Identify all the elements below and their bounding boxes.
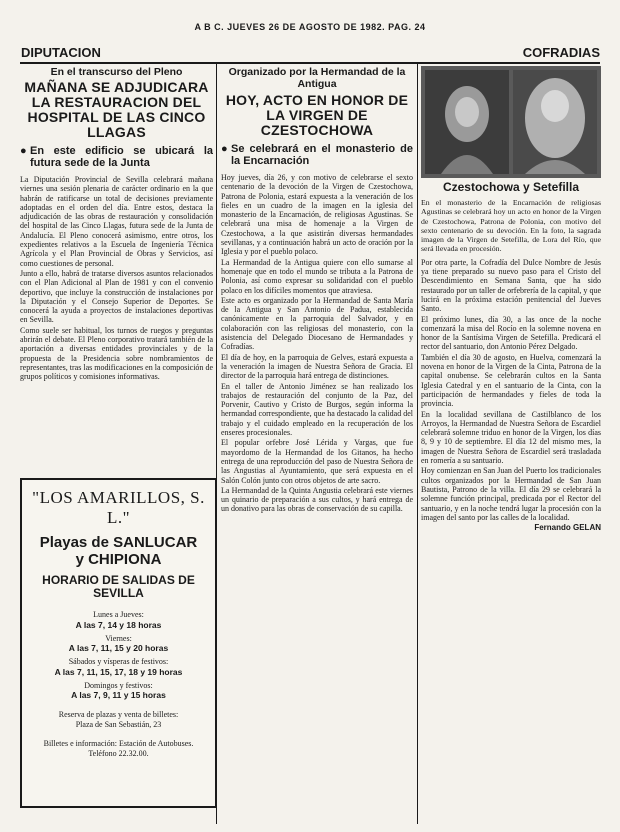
middle-paragraph: El popular orfebre José Lérida y Vargas, que fue mayordomo de la Hermandad de los Gitanos, ha hecho entrega de una reproducción del paso de Nuestra Señora de las Angustias al Ayuntamiento, que será expuesta en el Salón Colón junto con otros objetos de arte sacro.	[221, 438, 413, 485]
photo-caption: Czestochowa y Setefilla	[442, 180, 580, 194]
left-paragraph: La Diputación Provincial de Sevilla celebrará mañana viernes una sesión plenaria de carácter ordinario en la que habrán de ratificarse un total de decisiones previamente adoptadas en el orden del día. Entre estos, destaca la adjudicación de las obras de restauración y consolidación del hospital de las Cinco Llagas, futura sede de la Junta de Andalucía. El Pleno conocerá asimismo, entre otros, los expedientes relativos a la Escuela de Ingeniería Técnica Agrícola y el Plan Provincial de Obras y Servicios, así como cuestiones de personal.	[20, 175, 213, 268]
middle-paragraph: La Hermandad de la Quinta Angustia celebrará este viernes un quinario de preparación a sus cultos, y hará entrega de un donativo para las obras de conservación de su capilla.	[221, 485, 413, 514]
ad-schedule-title: HORARIO DE SALIDAS DE SEVILLA	[42, 573, 195, 600]
bus-schedule-ad	[20, 478, 217, 808]
section-label-diputacion: DIPUTACION	[21, 45, 101, 60]
bullet-icon: ●	[20, 145, 27, 157]
left-headline: MAÑANA SE ADJUDICARA LA RESTAURACION DEL HOSPITAL DE LAS CINCO LLAGAS	[24, 79, 209, 140]
right-paragraph: Hoy comienzan en San Juan del Puerto los tradicionales cultos organizados por la Hermandad de San Juan Bautista, Patrono de la villa. El día 29 se celebrará la solemne función principal, predicada por el Rector del santuario, y en la noche tendrá lugar la procesión con la imagen del santo por las calles de la localidad.	[421, 466, 601, 522]
middle-paragraph: El día de hoy, en la parroquia de Gelves, estará expuesta a la veneración la imagen de Nuestra Señora de Gracia. El director de la parroquia hará entrega de distinciones.	[221, 352, 413, 381]
top-rule	[20, 62, 600, 64]
middle-paragraph: En el taller de Antonio Jiménez se han realizado los trabajos de restauración del conjunto de la Paz, del Porvenir, Cautivo y Cristo de Burgos, según informa la hermandad correspondiente, que ha destacado la calidad del trabajo y el cuidado empleado en la recuperación de los enseres procesionales.	[221, 381, 413, 438]
ad-row: A las 7, 9, 11 y 15 horas	[71, 690, 166, 700]
right-caption-text: En el monasterio de la Encarnación de religiosas Agustinas se celebrará hoy un acto en honor de la Virgen de Czestochowa, Patrona de Polonia, con motivo del sexto centenario de su devoción. En la foto, la sagrada imagen de la Virgen de Setefilla, de Lora del Río, que será llevada en procesión.	[421, 198, 601, 254]
ad-line-1: Playas de SANLUCAR	[39, 534, 198, 551]
left-paragraph: Junto a ello, habrá de tratarse diversos asuntos relacionados con el Plan Adicional al Plan de 1981 y con el convenio deportivo, que incluye la construcción de instalaciones por la Diputación y el Consejo Superior de Deportes. Se conocerá la ayuda a proyectos de instalaciones deportivas en Sevilla.	[20, 268, 213, 325]
photo-image	[421, 66, 601, 178]
left-subheadline-text: En este edificio se ubicará la futura sede de la Junta	[30, 145, 213, 169]
right-paragraph: El próximo lunes, día 30, a las once de la noche comenzará la misa del Rocío en la solemne novena en honor de la Santísima Virgen de Setefilla. Predicará el rector del santuario, don Antonio Pérez Delgado.	[421, 314, 601, 352]
right-paragraph: En la localidad sevillana de Castilblanco de los Arroyos, la Hermandad de Nuestra Señora de Escardiel celebrará solemne triduo en honor de la Virgen, los días 8, 9 y 10 de septiembre. El día 12 del mismo mes, la imagen de Nuestra Señora de Escardiel será trasladada en romería a su santuario.	[421, 409, 601, 466]
middle-paragraph: La Hermandad de la Antigua quiere con ello sumarse al homenaje que en todo el mundo se tributa a la Patrona de Polonia, así como expresar su solidaridad con el pueblo polaco en los difíciles momentos que atraviesa.	[221, 257, 413, 295]
ad-row: Viernes:	[105, 633, 132, 643]
ad-row: Reserva de plazas y venta de billetes:	[58, 710, 179, 719]
middle-article	[221, 66, 413, 824]
middle-kicker: Organizado por la Hermandad de la Antigua	[228, 66, 406, 90]
left-kicker: En el transcurso del Pleno	[50, 66, 183, 78]
ad-row: A las 7, 11, 15 y 20 horas	[68, 643, 169, 653]
ad-row: Domingos y festivos:	[84, 680, 153, 690]
ad-line-2: y CHIPIONA	[75, 551, 162, 568]
right-paragraph: Por otra parte, la Cofradía del Dulce Nombre de Jesús ya tiene preparado su nuevo paso para el Cristo del Descendimiento en Semana Santa, que ha sido restaurado por un taller de orfebrería de la capital, y que lucirá en la próxima estación penitencial del Jueves Santo.	[421, 257, 601, 314]
middle-paragraph: Este acto es organizado por la Hermandad de Santa María de la Antigua y San Antonio de Padua, establecida canónicamente en la parroquia del Salvador, y en colaboración con las religiosas del monasterio, con la asistencia del Delegado Diocesano de Hermandades y Cofradías.	[221, 295, 413, 352]
news-photo	[421, 66, 601, 178]
ad-company: "LOS AMARILLOS, S. L."	[32, 488, 205, 527]
ad-row: Sábados y vísperas de festivos:	[68, 657, 169, 666]
left-subheadline	[20, 145, 213, 169]
bullet-icon: ●	[221, 143, 228, 155]
ad-row: Billetes e información: Estación de Autobuses. Teléfono 22.32.00.	[43, 739, 194, 758]
middle-headline: HOY, ACTO EN HONOR DE LA VIRGEN DE CZESTOCHOWA	[225, 92, 409, 138]
right-paragraph: También el día 30 de agosto, en Huelva, comenzará la novena en honor de la Virgen de la Cinta, Patrona de la capital onubense. Se celebrarán cultos en la Santa Iglesia Catedral y en el santuario de la Cinta, con la participación de hermandades y fieles de toda la provincia.	[421, 352, 601, 409]
page-header: A B C. JUEVES 26 DE AGOSTO DE 1982. PAG. 24	[194, 22, 426, 32]
column-divider-2	[417, 64, 418, 824]
byline-signature: Fernando GELAN	[534, 523, 601, 533]
ad-row: Plaza de San Sebastián, 23	[75, 719, 162, 729]
ad-row: Lunes a Jueves:	[93, 610, 144, 619]
ad-row: A las 7, 14 y 18 horas	[75, 619, 162, 630]
middle-paragraph: Hoy jueves, día 26, y con motivo de celebrarse el sexto centenario de la devoción de la Virgen de Czestochowa, Patrona de Polonia, estará expuesta a la veneración de los fieles en un cuadro de la imagen en la iglesia del monasterio de la Encarnación, de religiosas Agustinas. Se celebrará una misa de homenaje a la Virgen de Czestochowa, a la que asistirán diversas hermandades sevillanas, y a continuación habrá un acto de oración por la Iglesia y por el pueblo polaco.	[221, 173, 413, 257]
left-paragraph: Como suele ser habitual, los turnos de ruegos y preguntas abrirán el debate. El Pleno corporativo tratará también de la aportación a diversas entidades provinciales y de la propuesta de la Presidencia sobre nombramientos de representantes, tras las modificaciones en la composición de grupos políticos y comisiones informativas.	[20, 325, 213, 382]
left-article	[20, 66, 213, 471]
middle-subheadline-text: Se celebrará en el monasterio de la Encarnación	[231, 143, 413, 167]
right-article	[421, 198, 601, 824]
middle-subheadline	[221, 143, 413, 167]
ad-row: A las 7, 11, 15, 17, 18 y 19 horas	[54, 666, 183, 677]
section-label-cofradias: COFRADIAS	[522, 45, 600, 60]
